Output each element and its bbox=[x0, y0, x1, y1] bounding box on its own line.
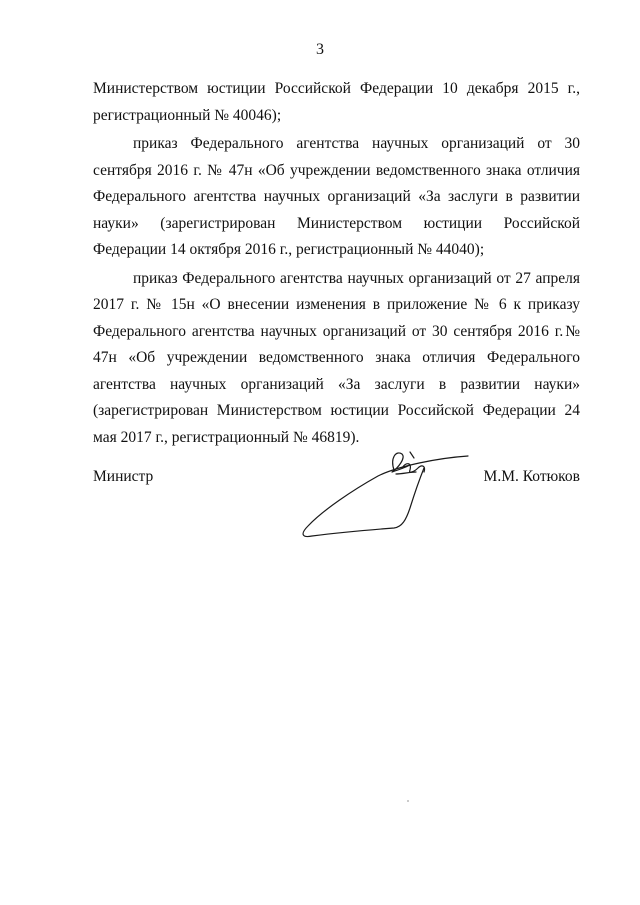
handwritten-signature bbox=[298, 448, 478, 553]
paragraph-order-15n: приказ Федерального агентства научных организаций от 27 апреля 2017 г. № 15н «О внесении изменения в приложение № 6 к приказу Федерального агентства научных организаций от 30 сентября 2016 г.№ 47н «Об учреждении ведомственного знака отличия Федерального агентства научных организаций «За заслуги в развитии науки» (зарегистрирован Министерством юстиции Российской Федерации 24 мая 2017 г., регистрационный № 46819). bbox=[93, 269, 580, 446]
scan-speck bbox=[407, 800, 409, 802]
signature-block bbox=[93, 468, 580, 568]
paragraph-order-47n: приказ Федерального агентства научных организаций от 30 сентября 2016 г. № 47н «Об учреждении ведомственного знака отличия Федерального агентства научных организаций «За заслуги в развитии науки» (зарегистрирован Министерством юстиции Российской Федерации 14 октября 2016 г., регистрационный № 44040); bbox=[93, 135, 580, 258]
paragraph-continuation: Министерством юстиции Российской Федерации 10 декабря 2015 г., регистрационный № 40046); bbox=[93, 80, 580, 124]
signer-name: М.М. Котюков bbox=[483, 468, 580, 485]
signer-title: Министр bbox=[93, 468, 154, 485]
page-number: 3 bbox=[316, 41, 324, 58]
document-body bbox=[93, 76, 580, 451]
